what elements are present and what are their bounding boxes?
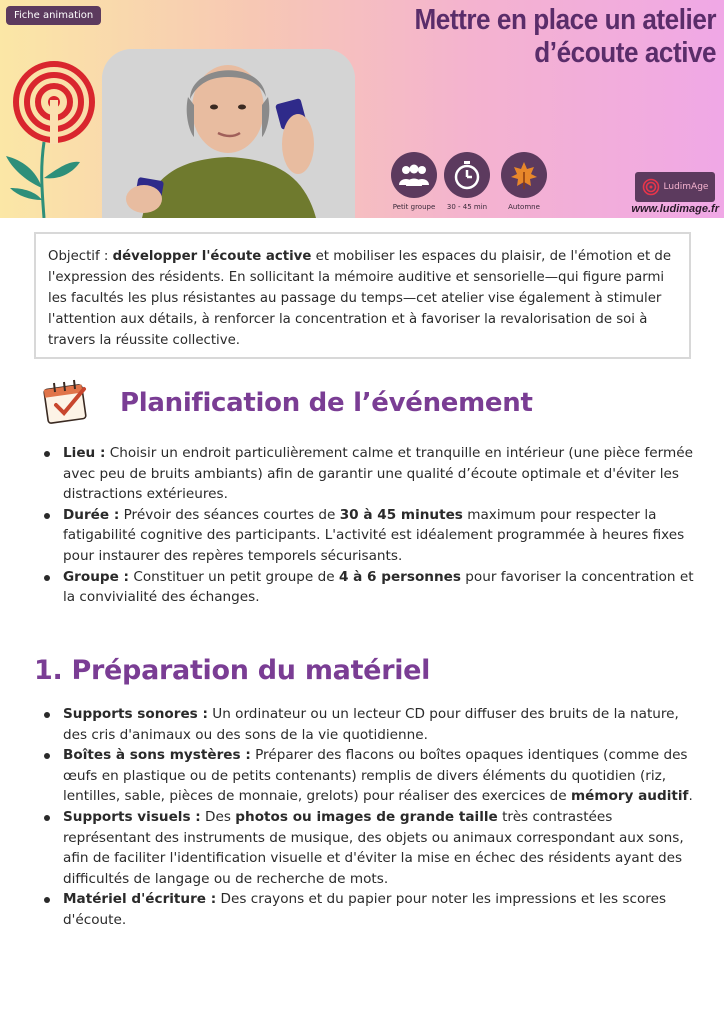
meta-duration bbox=[435, 152, 499, 211]
website-link[interactable]: www.ludimage.fr bbox=[631, 203, 719, 215]
item-text: Prévoir des séances courtes de bbox=[119, 506, 340, 523]
item-text: Préparer des flacons ou boîtes opaques identiques (comme des œufs en plastique ou de petits contenants) remplis de divers éléments du quotidien (riz, lentilles, sable, pièces de monnaie, grelots) pour réaliser des exercices de bbox=[63, 747, 688, 805]
planning-list bbox=[40, 443, 695, 608]
group-icon bbox=[391, 152, 437, 198]
list-item bbox=[40, 505, 695, 567]
brand-spiral-icon bbox=[642, 178, 660, 196]
item-text: très contrastées représentant des instruments de musique, des objets ou animaux correspondant aux sons, afin de faciliter l'identification visuelle et d'éviter la mise en échec des résidents ayant des difficultés de langage ou de recherche de mots. bbox=[63, 808, 684, 887]
item-label: Lieu : bbox=[63, 445, 106, 461]
item-bold: mémory auditif bbox=[570, 788, 689, 805]
preparation-list bbox=[40, 704, 695, 931]
item-text: Choisir un endroit particulièrement calme et tranquille en intérieur (une pièce fermée avec peu de bruits ambiants) afin de garantir une qualité d’écoute optimale et d'éviter les distractions extérieures. bbox=[63, 445, 693, 503]
item-text: Un ordinateur ou un lecteur CD pour diffuser des bruits de la nature, des cris d'animaux ou des sons de la vie quotidienne. bbox=[63, 706, 679, 743]
objective-bold: développer l'écoute active bbox=[112, 249, 312, 264]
list-item bbox=[40, 889, 695, 930]
item-bold: photos ou images de grande taille bbox=[235, 808, 498, 825]
item-label: Matériel d'écriture : bbox=[63, 891, 217, 908]
list-item bbox=[40, 807, 695, 889]
category-tag: Fiche animation bbox=[6, 6, 101, 25]
page-title bbox=[414, 4, 716, 70]
animator-photo bbox=[102, 49, 355, 218]
list-item bbox=[40, 567, 695, 608]
meta-season bbox=[492, 152, 556, 211]
preparation-heading: 1. Préparation du matériel bbox=[34, 655, 431, 686]
item-text: . bbox=[688, 788, 693, 805]
brand-logo bbox=[635, 172, 715, 202]
item-text: Des crayons et du papier pour noter les impressions et les scores d'écoute. bbox=[63, 891, 667, 928]
header-banner bbox=[0, 0, 724, 218]
item-text: maximum pour respecter la fatigabilité cognitive des participants. L'activité est idéalement programmée à heures fixes pour instaurer des repères temporels sécurisants. bbox=[63, 506, 685, 564]
calendar-check-icon bbox=[40, 375, 92, 427]
autumn-leaf-icon bbox=[501, 152, 547, 198]
meta-season-label: Automne bbox=[508, 203, 540, 211]
item-label: Groupe : bbox=[63, 568, 129, 585]
list-item bbox=[40, 745, 695, 807]
item-text: Constituer un petit groupe de bbox=[129, 568, 339, 585]
objective-prefix: Objectif : bbox=[48, 249, 113, 264]
item-bold: 30 à 45 minutes bbox=[339, 506, 463, 523]
item-label: Supports sonores : bbox=[63, 706, 208, 722]
item-bold: 4 à 6 personnes bbox=[338, 568, 461, 585]
meta-duration-label: 30 - 45 min bbox=[446, 203, 488, 211]
meta-group-label: Petit groupe bbox=[392, 203, 436, 211]
planning-heading: Planification de l’événement bbox=[120, 388, 533, 418]
list-item bbox=[40, 704, 695, 745]
objective-text: et mobiliser les espaces du plaisir, de l'émotion et de l'expression des résidents. En sollicitant la mémoire auditive et sensorielle—qui figure parmi les facultés les plus résistantes au passage du temps—cet atelier vise également à stimuler l'attention aux détails, à renforcer la concentration et à favoriser la revalorisation de soi à travers la réussite collective. bbox=[48, 249, 672, 348]
title-line-1: Mettre en place un atelier bbox=[414, 4, 716, 36]
title-line-2: d’écoute active bbox=[534, 37, 716, 69]
stopwatch-icon bbox=[444, 152, 490, 198]
list-item bbox=[40, 443, 695, 505]
item-label: Boîtes à sons mystères : bbox=[63, 747, 251, 764]
item-text: Des bbox=[200, 808, 236, 825]
item-text: pour favoriser la concentration et la convivialité des échanges. bbox=[63, 568, 694, 606]
item-label: Supports visuels : bbox=[63, 808, 201, 825]
objective-box bbox=[34, 232, 691, 359]
flower-logo-icon bbox=[4, 60, 99, 218]
item-label: Durée : bbox=[63, 506, 120, 523]
brand-name: LudimAge bbox=[663, 182, 709, 192]
